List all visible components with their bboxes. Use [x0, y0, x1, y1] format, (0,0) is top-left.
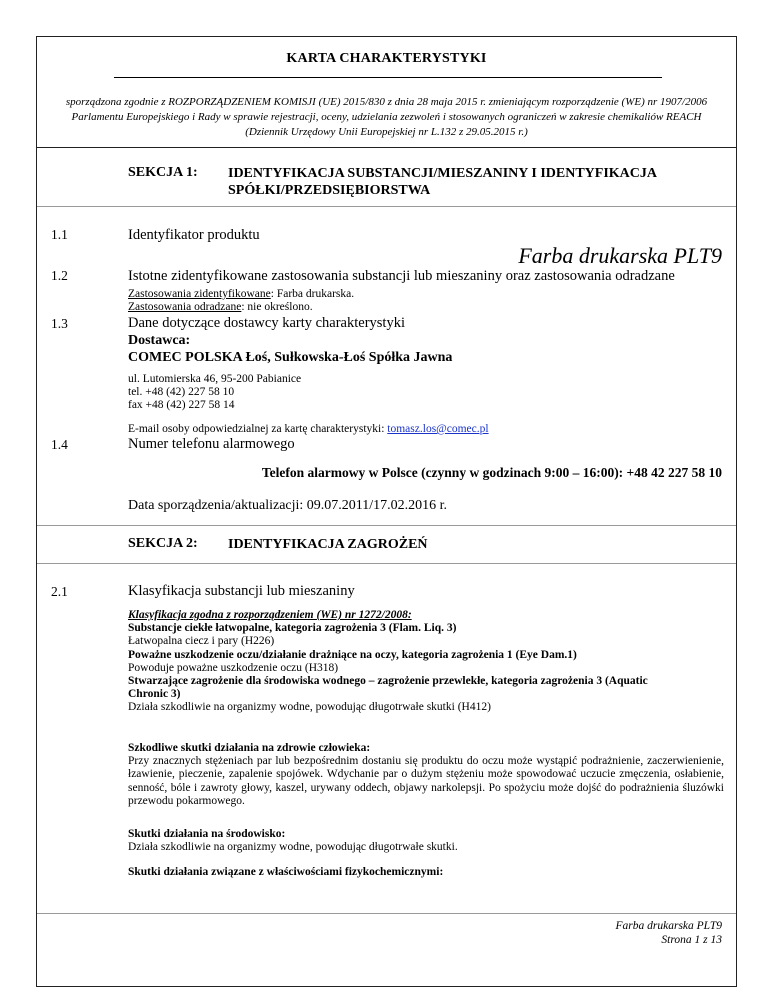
supplier-company: COMEC POLSKA Łoś, Sułkowska-Łoś Spółka Jawna [128, 350, 453, 365]
header-divider [37, 147, 736, 148]
supplier-tel: tel. +48 (42) 227 58 10 [128, 386, 235, 398]
section1-title [228, 165, 657, 199]
subsection-2-1-number: 2.1 [51, 584, 68, 599]
regulation-note: sporządzona zgodnie z ROZPORZĄDZENIEM KOMISJI (UE) 2015/830 z dnia 28 maja 2015 r. zmieniającym rozporządzenie (WE) nr 1907/2006 Parlamentu Europejskiego i Rady w sprawie rejestracji, oceny, udzielania zezwoleń i stosowanych ograniczeń w zakresie chemikaliów REACH (Dziennik Urzędowy Unii Europejskiej nr L.132 z 29.05.2015 r.) [65, 96, 708, 138]
responsible-email-label: E-mail osoby odpowiedzialnej za kartę charakterystyki: [128, 423, 388, 435]
hazard-aquatic-line1: Stwarzające zagrożenie dla środowiska wodnego – zagrożenie przewlekłe, kategoria zagrożenia 3 (Aquatic [128, 675, 648, 688]
environment-effects-block [128, 828, 724, 854]
section2-title: IDENTYFIKACJA ZAGROŻEŃ [228, 537, 428, 552]
document-page [36, 36, 737, 987]
hazard-h226: Łatwopalna ciecz i pary (H226) [128, 635, 275, 648]
supplier-label: Dostawca: [128, 333, 191, 348]
footer-product-name: Farba drukarska PLT9 [615, 920, 722, 932]
subsection-1-1-title: Identyfikator produktu [128, 227, 260, 243]
responsible-email-line [128, 423, 489, 436]
advised-against-label: Zastosowania odradzane [128, 301, 242, 313]
title-rule [114, 77, 662, 78]
environment-effects-heading: Skutki działania na środowisko: [128, 828, 286, 840]
subsection-1-4-number: 1.4 [51, 437, 68, 452]
health-effects-text: Przy znacznych stężeniach par lub bezpośrednim dostaniu się produktu do oczu może wystąpić podrażnienie, zaczerwienienie, łzawienie, pieczenie, zapalenie spojówek. Wdychanie par o dużym stężeniu może spowodować uczucie zmęczenia, osłabienie, senność, bóle i zawroty głowy, kaszel, urywany oddech, objawy narkolepsji. Po spożyciu może dojść do podrażnienia śluzówki przewodu pokarmowego. [128, 755, 724, 807]
subsection-1-2-number: 1.2 [51, 268, 68, 283]
preparation-date: Data sporządzenia/aktualizacji: 09.07.2011/17.02.2016 r. [128, 498, 448, 513]
subsection-1-2-title: Istotne zidentyfikowane zastosowania substancji lub mieszaniny oraz zastosowania odradzane [128, 268, 675, 284]
hazard-eye-dam: Poważne uszkodzenie oczu/działanie drażniące na oczy, kategoria zagrożenia 1 (Eye Dam.1) [128, 648, 577, 661]
identified-uses-label: Zastosowania zidentyfikowane [128, 288, 271, 300]
classification-heading: Klasyfikacja zgodna z rozporządzeniem (WE) nr 1272/2008: [128, 609, 412, 621]
hazard-aquatic-line2: Chronic 3) [128, 688, 181, 701]
section1-number: SEKCJA 1: [128, 165, 198, 180]
subsection-1-1-number: 1.1 [51, 227, 68, 242]
health-effects-block [128, 742, 724, 808]
subsection-1-4-title: Numer telefonu alarmowego [128, 436, 295, 452]
environment-effects-text: Działa szkodliwie na organizmy wodne, powodując długotrwałe skutki. [128, 841, 458, 854]
section2-divider [37, 563, 736, 564]
section2-top-divider [37, 525, 736, 526]
subsection-1-3-number: 1.3 [51, 316, 68, 331]
physchem-effects-heading: Skutki działania związane z właściwościami fizykochemicznymi: [128, 866, 444, 878]
subsection-1-3-title: Dane dotyczące dostawcy karty charakterystyki [128, 315, 405, 331]
subsection-2-1-title: Klasyfikacja substancji lub mieszaniny [128, 583, 355, 599]
emergency-phone: Telefon alarmowy w Polsce (czynny w godzinach 9:00 – 16:00): +48 42 227 58 10 [261, 465, 722, 480]
identified-uses [128, 288, 354, 301]
section1-title-line1: IDENTYFIKACJA SUBSTANCJI/MIESZANINY I IDENTYFIKACJA [228, 166, 658, 181]
supplier-fax: fax +48 (42) 227 58 14 [128, 399, 235, 411]
responsible-email-link[interactable]: tomasz.los@comec.pl [387, 423, 489, 435]
advised-against-value: : nie określono. [241, 301, 313, 313]
section2-number: SEKCJA 2: [128, 536, 198, 551]
footer-page-number: Strona 1 z 13 [661, 934, 722, 946]
page-footer [616, 919, 722, 947]
hazard-h318: Powoduje poważne uszkodzenie oczu (H318) [128, 661, 339, 674]
footer-divider [37, 913, 736, 914]
hazard-h412: Działa szkodliwie na organizmy wodne, powodując długotrwałe skutki (H412) [128, 701, 491, 714]
advised-against-uses [128, 301, 313, 314]
classification-block [128, 609, 724, 715]
section1-divider [37, 206, 736, 207]
supplier-address: ul. Lutomierska 46, 95-200 Pabianice [128, 373, 302, 385]
product-name: Farba drukarska PLT9 [518, 243, 722, 268]
identified-uses-value: : Farba drukarska. [270, 288, 355, 300]
health-effects-heading: Szkodliwe skutki działania na zdrowie człowieka: [128, 742, 371, 754]
section1-title-line2: SPÓŁKI/PRZEDSIĘBIORSTWA [228, 183, 431, 198]
hazard-flam-liq: Substancje ciekłe łatwopalne, kategoria zagrożenia 3 (Flam. Liq. 3) [128, 622, 457, 635]
document-title: KARTA CHARAKTERYSTYKI [286, 51, 487, 66]
